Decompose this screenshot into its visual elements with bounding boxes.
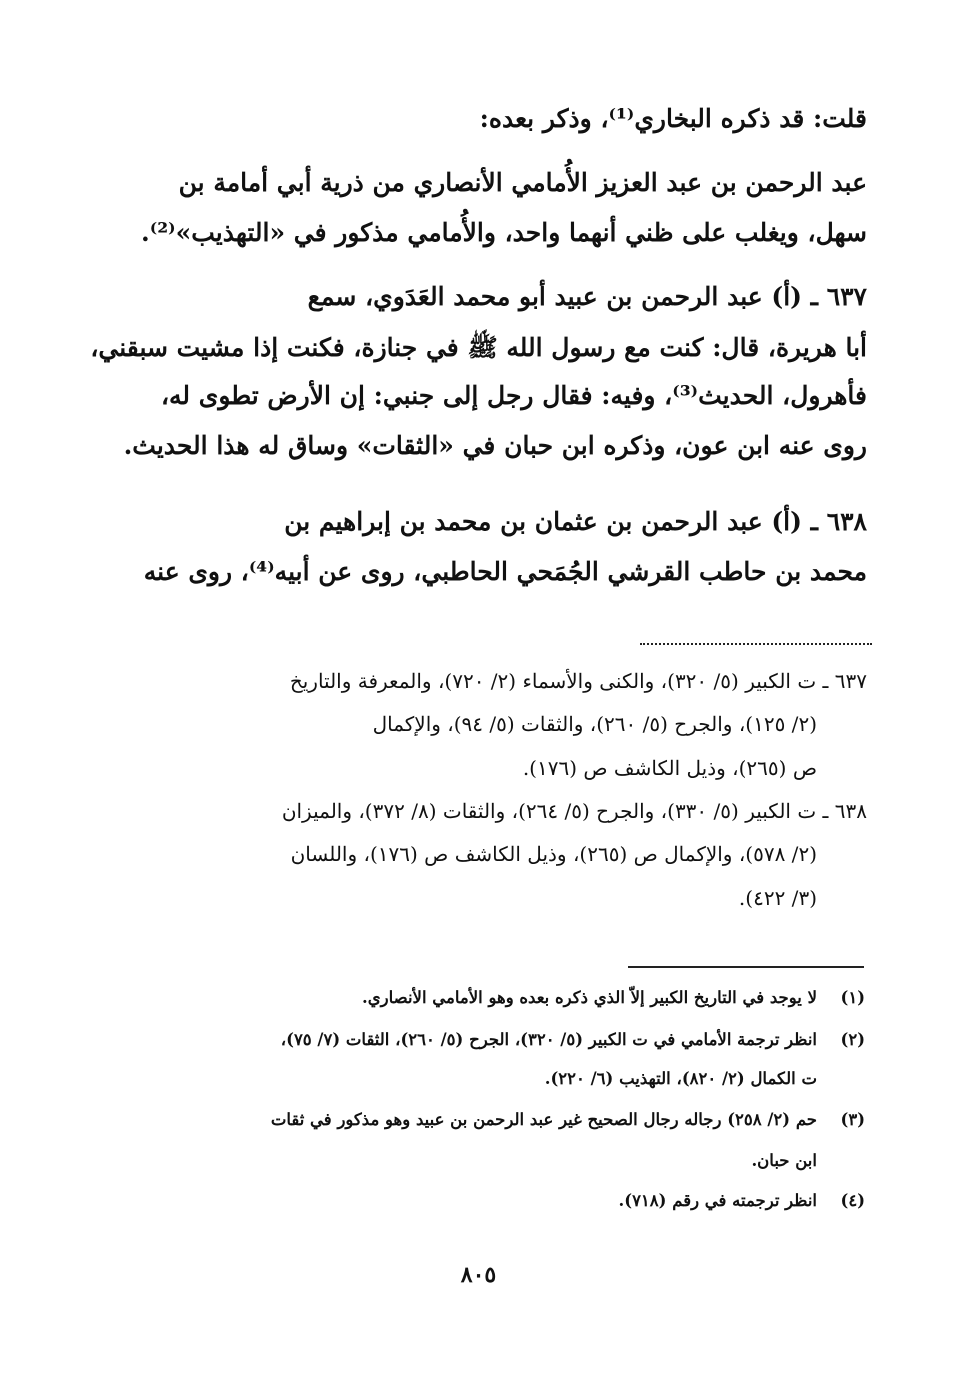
entry-637-line-1: ٦٣٧ ـ (أ) عبد الرحمن بن عبيد أبو محمد العَدَوي، سمع xyxy=(307,282,867,311)
footnote-4-number: (٤) xyxy=(840,1191,865,1210)
footnote-4-text: انظر ترجمته في رقم (٧١٨). xyxy=(618,1191,817,1210)
text-line-3: سهل، ويغلب على ظني أنهما واحد، والأُمامي مذكور في «التهذيب»⁽²⁾. xyxy=(141,218,867,247)
entry-638-line-2: محمد بن حاطب القرشي الجُمَحي الحاطبي، روى عن أبيه⁽⁴⁾، روى عنه xyxy=(143,557,867,586)
footnote-rule xyxy=(628,966,864,968)
source-637-line-1: ٦٣٧ ـ ت الكبير (٥/ ٣٢٠)، والكنى والأسماء (٢/ ٧٢٠)، والمعرفة والتاريخ xyxy=(289,669,867,693)
source-637-line-2: (٢/ ١٢٥)، والجرح (٥/ ٢٦٠)، والثقات (٥/ ٩٤)، والإكمال xyxy=(372,712,817,736)
source-638-line-1: ٦٣٨ ـ ت الكبير (٥/ ٣٣٠)، والجرح (٥/ ٢٦٤)، والثقات (٨/ ٣٧٢)، والميزان xyxy=(281,799,867,823)
source-638-line-2: (٢/ ٥٧٨)، والإكمال ص (٢٦٥)، وذيل الكاشف ص (١٧٦)، واللسان xyxy=(290,842,817,866)
footnote-3-number: (٣) xyxy=(840,1110,865,1129)
source-637-line-3: ص (٢٦٥)، وذيل الكاشف ص (١٧٦). xyxy=(522,756,817,780)
footnote-1-text: لا يوجد في التاريخ الكبير إلاّ الذي ذكره بعده وهو الأمامي الأنصاري. xyxy=(361,988,817,1007)
source-638-line-3: (٣/ ٤٢٢). xyxy=(738,886,817,910)
text-line-2: عبد الرحمن بن عبد العزيز الأُمامي الأنصاري من ذرية أبي أمامة بن xyxy=(178,168,867,197)
footnote-3-text-line-2: ابن حبان. xyxy=(751,1151,817,1170)
dotted-separator xyxy=(640,643,872,647)
footnote-1-number: (١) xyxy=(840,988,865,1007)
entry-637-line-3: فأهرول، الحديث⁽³⁾، وفيه: فقال رجل إلى جنبي: إن الأرض تطوى له، xyxy=(160,381,867,410)
footnote-2-number: (٢) xyxy=(840,1030,865,1049)
entry-637-line-4: روى عنه ابن عون، وذكره ابن حبان في «الثقات» وساق له هذا الحديث. xyxy=(123,431,867,460)
footnote-3-text-line-1: حم (٢/ ٢٥٨) رجاله رجال الصحيح غير عبد الرحمن بن عبيد وهو مذكور في ثقات xyxy=(270,1110,817,1129)
entry-637-line-2: أبا هريرة، قال: كنت مع رسول الله ﷺ في جنازة، فكنت إذا مشيت سبقني، xyxy=(90,333,867,362)
footnote-2-text-line-2: ت الكمال (٢/ ٨٢٠)، التهذيب (٦/ ٢٢٠). xyxy=(544,1069,817,1088)
text-line-1: قلت: قد ذكره البخاري⁽¹⁾، وذكر بعده: xyxy=(479,104,867,133)
page-number: ٨٠٥ xyxy=(460,1262,497,1288)
entry-638-line-1: ٦٣٨ ـ (أ) عبد الرحمن بن عثمان بن محمد بن إبراهيم بن xyxy=(284,507,867,536)
footnote-2-text-line-1: انظر ترجمة الأمامي في ت الكبير (٥/ ٣٢٠)، الجرح (٥/ ٢٦٠)، الثقات (٧/ ٧٥)، xyxy=(280,1030,817,1049)
